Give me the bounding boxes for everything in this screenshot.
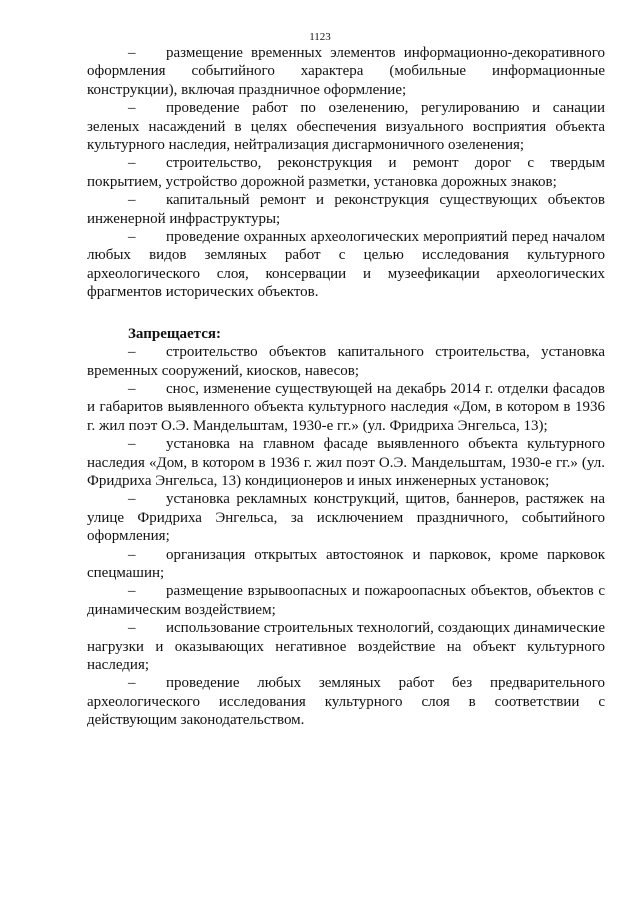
list-item-text: проведение работ по озеленению, регулированию и санации зеленых насаждений в целях обеспечения визуального восприятия объекта культурного наследия, нейтрализация дисгармоничного озеленения; — [87, 100, 605, 154]
list-item-text: установка на главном фасаде выявленного объекта культурного наследия «Дом, в котором в 1936 г. жил поэт О.Э. Мандельштам, 1930-е гг.» (ул. Фридриха Энгельса, 13) кондиционеров и иных инженерных установок; — [87, 436, 605, 489]
bullet-dash: – — [128, 45, 136, 61]
bullet-dash: – — [128, 380, 136, 397]
list-item — [87, 343, 605, 380]
bullet-dash: – — [128, 546, 136, 563]
list-item — [87, 380, 605, 435]
list-item — [87, 99, 605, 154]
bullet-dash: – — [128, 675, 136, 692]
permitted-list — [87, 44, 605, 302]
prohibited-heading: Запрещается: — [128, 325, 222, 342]
list-item-text: проведение охранных археологических мероприятий перед началом любых видов земляных работ с целью исследования культурного археологического слоя, консервации и музеефикации археологических фрагментов исторических объектов. — [87, 229, 605, 301]
list-item-text: размещение временных элементов информационно-декоративного оформления событийного характера (мобильные информационные конструкции), включая праздничное оформление; — [87, 45, 605, 98]
list-item-text: использование строительных технологий, создающих динамические нагрузки и оказывающих негативное воздействие на объект культурного наследия; — [87, 620, 605, 673]
list-item-text: снос, изменение существующей на декабрь 2014 г. отделки фасадов и габаритов выявленного объекта культурного наследия «Дом, в котором в 1936 г. жил поэт О.Э. Мандельштам, 1930-е гг.» (ул. Фридриха Энгельса, 13); — [87, 380, 605, 434]
list-item-text: размещение взрывоопасных и пожароопасных объектов, объектов с динамическим воздействием; — [87, 583, 605, 618]
list-item — [87, 154, 605, 191]
list-item — [87, 435, 605, 490]
list-item — [87, 619, 605, 674]
list-item — [87, 546, 605, 583]
page-number: 1123 — [309, 31, 331, 43]
list-item — [87, 191, 605, 228]
list-item-text: строительство объектов капитального строительства, установка временных сооружений, киосков, навесов; — [87, 344, 605, 379]
bullet-dash: – — [128, 620, 136, 637]
bullet-dash: – — [128, 491, 136, 508]
list-item-text: организация открытых автостоянок и парковок, кроме парковок спецмашин; — [87, 546, 605, 581]
list-item-text: проведение любых земляных работ без предварительного археологического исследования культурного слоя в соответствии с действующим законодательством. — [87, 675, 605, 729]
bullet-dash: – — [128, 344, 136, 361]
bullet-dash: – — [128, 192, 136, 209]
list-item — [87, 228, 605, 302]
bullet-dash: – — [128, 229, 136, 246]
bullet-dash: – — [128, 436, 136, 453]
list-item — [87, 44, 605, 99]
list-item-text: капитальный ремонт и реконструкция существующих объектов инженерной инфраструктуры; — [87, 192, 605, 227]
list-item — [87, 490, 605, 545]
document-body — [87, 44, 605, 730]
prohibited-list — [87, 343, 605, 730]
bullet-dash: – — [128, 583, 136, 600]
list-item — [87, 674, 605, 729]
list-item-text: установка рекламных конструкций, щитов, баннеров, растяжек на улице Фридриха Энгельса, за исключением праздничного, событийного оформления; — [87, 491, 605, 545]
bullet-dash: – — [128, 155, 136, 172]
list-item-text: строительство, реконструкция и ремонт дорог с твердым покрытием, устройство дорожной разметки, установка дорожных знаков; — [87, 155, 605, 190]
list-item — [87, 582, 605, 619]
bullet-dash: – — [128, 100, 136, 117]
